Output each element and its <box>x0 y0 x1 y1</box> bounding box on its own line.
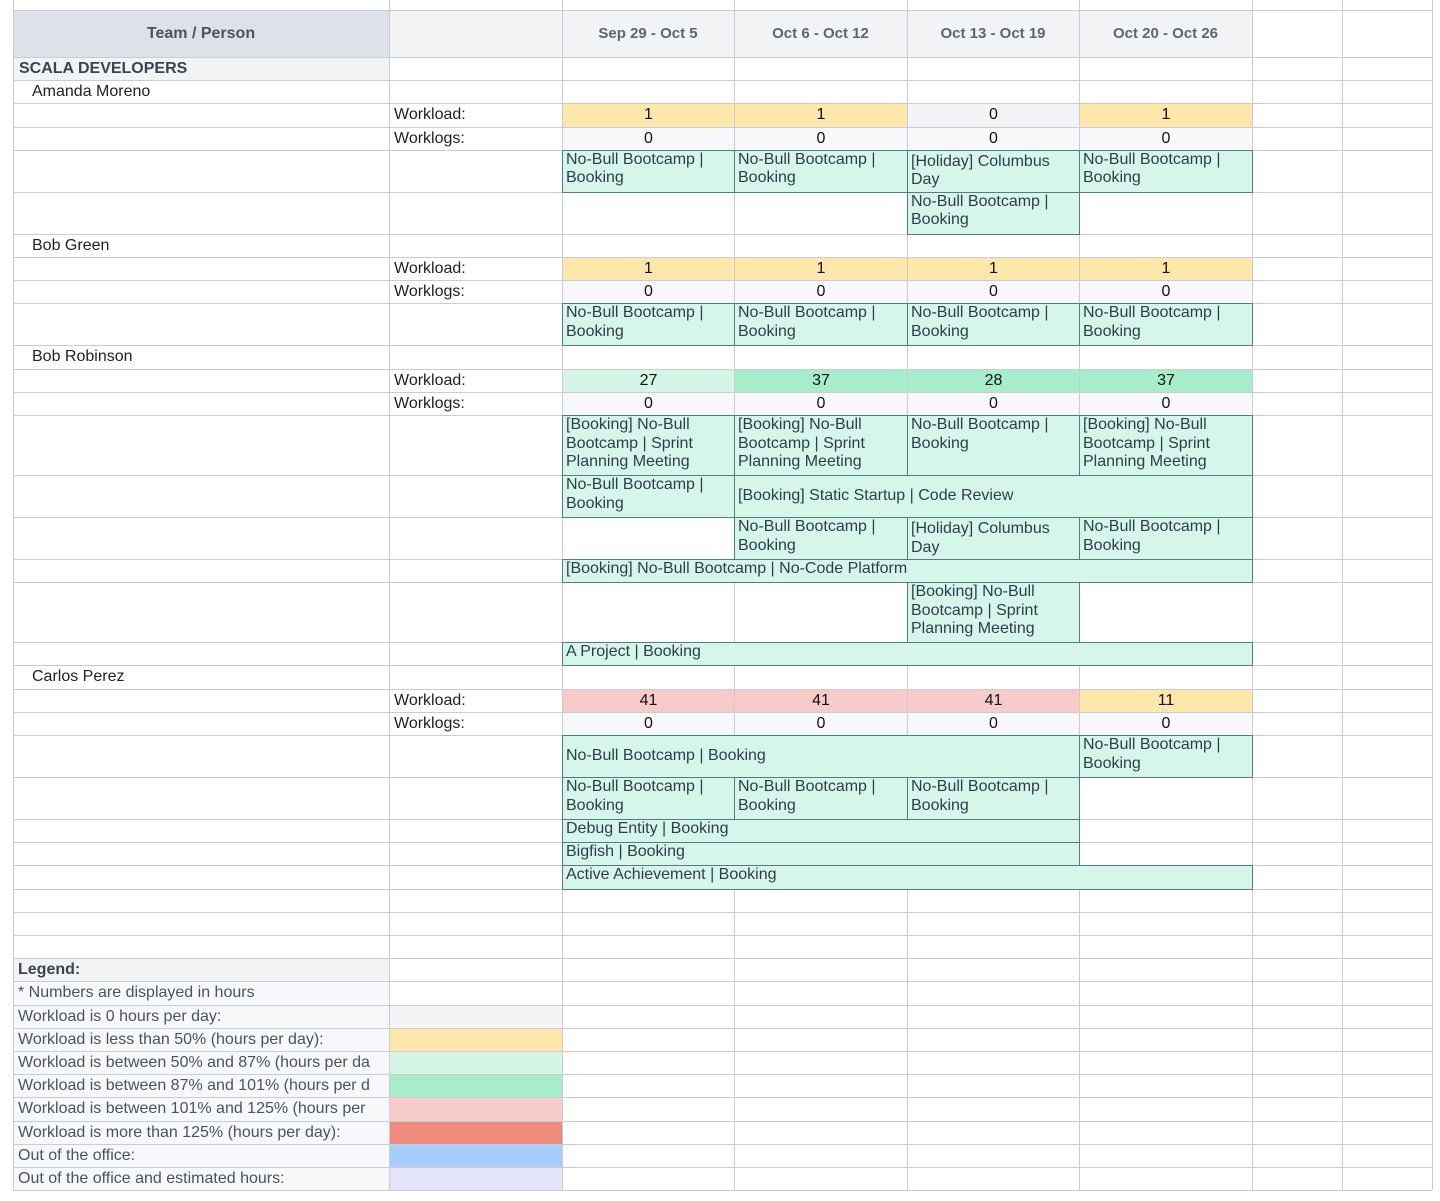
booking-block[interactable]: Debug Entity | Booking <box>562 819 1080 843</box>
booking-block[interactable]: No-Bull Bootcamp | Booking <box>562 777 735 820</box>
booking-block[interactable]: No-Bull Bootcamp | Booking <box>562 150 735 193</box>
legend-item-label: Workload is more than 125% (hours per day): <box>14 1122 389 1144</box>
booking-block[interactable]: [Booking] No-Bull Bootcamp | No-Code Platform <box>562 559 1253 583</box>
legend-title: Legend: <box>14 959 389 981</box>
person-name[interactable]: Bob Robinson <box>32 348 133 366</box>
workload-value: 41 <box>735 690 907 712</box>
header-blank <box>389 10 562 57</box>
booking-block[interactable]: [Holiday] Columbus Day <box>907 517 1080 560</box>
workload-value: 28 <box>908 370 1079 392</box>
person-name[interactable]: Bob Green <box>32 236 110 254</box>
booking-block[interactable]: No-Bull Bootcamp | Booking <box>562 303 735 346</box>
legend-item-label: Out of the office: <box>14 1145 389 1167</box>
booking-block[interactable]: No-Bull Bootcamp | Booking <box>734 517 908 560</box>
workload-value: 1 <box>1080 258 1252 280</box>
header-team-person: Team / Person <box>13 10 389 57</box>
booking-block[interactable]: A Project | Booking <box>562 642 1253 666</box>
worklogs-label: Worklogs: <box>394 394 465 412</box>
booking-block[interactable]: [Booking] No-Bull Bootcamp | Sprint Planning Meeting <box>562 415 735 476</box>
workload-value: 1 <box>735 104 907 126</box>
workload-value: 1 <box>563 258 734 280</box>
workload-value: 1 <box>1080 104 1252 126</box>
worklogs-value: 0 <box>1080 393 1252 415</box>
booking-block[interactable]: [Booking] Static Startup | Code Review <box>734 475 1253 518</box>
legend-swatch <box>390 1029 562 1051</box>
booking-block[interactable]: No-Bull Bootcamp | Booking <box>734 303 908 346</box>
worklogs-value: 0 <box>563 128 734 150</box>
workload-label: Workload: <box>394 106 466 124</box>
worklogs-value: 0 <box>1080 713 1252 735</box>
grid-line-horizontal <box>13 935 1432 936</box>
booking-block[interactable]: No-Bull Bootcamp | Booking <box>1079 150 1253 193</box>
person-name[interactable]: Carlos Perez <box>32 668 125 686</box>
week-header: Oct 6 - Oct 12 <box>734 10 907 57</box>
grid-line-vertical <box>1432 0 1433 1190</box>
workload-label: Workload: <box>394 260 466 277</box>
booking-block[interactable]: [Booking] No-Bull Bootcamp | Sprint Planning Meeting <box>734 415 908 476</box>
workload-value: 1 <box>908 258 1079 280</box>
workload-label: Workload: <box>394 691 466 709</box>
workload-label: Workload: <box>394 371 466 389</box>
legend-item-label: Workload is between 87% and 101% (hours per d <box>14 1075 389 1097</box>
worklogs-label: Worklogs: <box>394 283 465 301</box>
booking-block[interactable]: No-Bull Bootcamp | Booking <box>562 735 1080 778</box>
booking-block[interactable]: Active Achievement | Booking <box>562 865 1253 889</box>
week-header: Oct 20 - Oct 26 <box>1079 10 1252 57</box>
legend-item-label: Workload is less than 50% (hours per day): <box>14 1029 389 1051</box>
legend-item-label: Workload is between 50% and 87% (hours per da <box>14 1052 389 1074</box>
legend-swatch <box>390 1122 562 1144</box>
worklogs-value: 0 <box>563 393 734 415</box>
booking-block[interactable]: Bigfish | Booking <box>562 842 1080 866</box>
workload-value: 11 <box>1080 690 1252 712</box>
booking-block[interactable]: No-Bull Bootcamp | Booking <box>907 192 1080 235</box>
legend-swatch <box>390 1075 562 1097</box>
workload-value: 41 <box>563 690 734 712</box>
legend-item-label: Out of the office and estimated hours: <box>14 1168 389 1190</box>
booking-block[interactable]: No-Bull Bootcamp | Booking <box>734 777 908 820</box>
workload-value: 37 <box>735 370 907 392</box>
worklogs-value: 0 <box>1080 128 1252 150</box>
worklogs-value: 0 <box>908 713 1079 735</box>
legend-note: * Numbers are displayed in hours <box>14 982 389 1004</box>
team-name: SCALA DEVELOPERS <box>14 58 389 80</box>
workload-value: 37 <box>1080 370 1252 392</box>
legend-item-label: Workload is between 101% and 125% (hours per <box>14 1098 389 1120</box>
week-header: Oct 13 - Oct 19 <box>907 10 1079 57</box>
week-header: Sep 29 - Oct 5 <box>562 10 734 57</box>
worklogs-value: 0 <box>735 281 907 303</box>
worklogs-value: 0 <box>735 713 907 735</box>
worklogs-value: 0 <box>908 393 1079 415</box>
booking-block[interactable]: No-Bull Bootcamp | Booking <box>907 777 1080 820</box>
booking-block[interactable]: No-Bull Bootcamp | Booking <box>907 303 1080 346</box>
grid-line-horizontal <box>13 10 1432 11</box>
booking-block[interactable]: No-Bull Bootcamp | Booking <box>907 415 1080 476</box>
worklogs-label: Worklogs: <box>394 714 465 732</box>
workload-value: 1 <box>735 258 907 280</box>
legend-swatch <box>390 1098 562 1120</box>
booking-block[interactable]: [Holiday] Columbus Day <box>907 150 1080 193</box>
worklogs-value: 0 <box>563 281 734 303</box>
booking-block[interactable]: No-Bull Bootcamp | Booking <box>1079 517 1253 560</box>
booking-block[interactable]: No-Bull Bootcamp | Booking <box>1079 735 1253 778</box>
worklogs-value: 0 <box>735 128 907 150</box>
legend-swatch <box>390 1052 562 1074</box>
booking-block[interactable]: No-Bull Bootcamp | Booking <box>1079 303 1253 346</box>
workload-value: 1 <box>563 104 734 126</box>
legend-swatch <box>390 1145 562 1167</box>
workload-value: 41 <box>908 690 1079 712</box>
grid-line-horizontal <box>13 1190 1432 1191</box>
worklogs-value: 0 <box>1080 281 1252 303</box>
legend-item-label: Workload is 0 hours per day: <box>14 1006 389 1028</box>
grid-line-horizontal <box>13 912 1432 913</box>
person-name[interactable]: Amanda Moreno <box>32 83 151 101</box>
worklogs-label: Worklogs: <box>394 129 465 147</box>
worklogs-value: 0 <box>563 713 734 735</box>
booking-block[interactable]: No-Bull Bootcamp | Booking <box>562 475 735 518</box>
booking-block[interactable]: No-Bull Bootcamp | Booking <box>734 150 908 193</box>
grid-line-vertical <box>1342 0 1343 1190</box>
booking-block[interactable]: [Booking] No-Bull Bootcamp | Sprint Planning Meeting <box>1079 415 1253 476</box>
workload-value: 27 <box>563 370 734 392</box>
worklogs-value: 0 <box>908 281 1079 303</box>
legend-swatch <box>390 1168 562 1190</box>
booking-block[interactable]: [Booking] No-Bull Bootcamp | Sprint Planning Meeting <box>907 582 1080 643</box>
workload-value: 0 <box>908 104 1079 126</box>
legend-swatch <box>390 1006 562 1028</box>
worklogs-value: 0 <box>735 393 907 415</box>
worklogs-value: 0 <box>908 128 1079 150</box>
